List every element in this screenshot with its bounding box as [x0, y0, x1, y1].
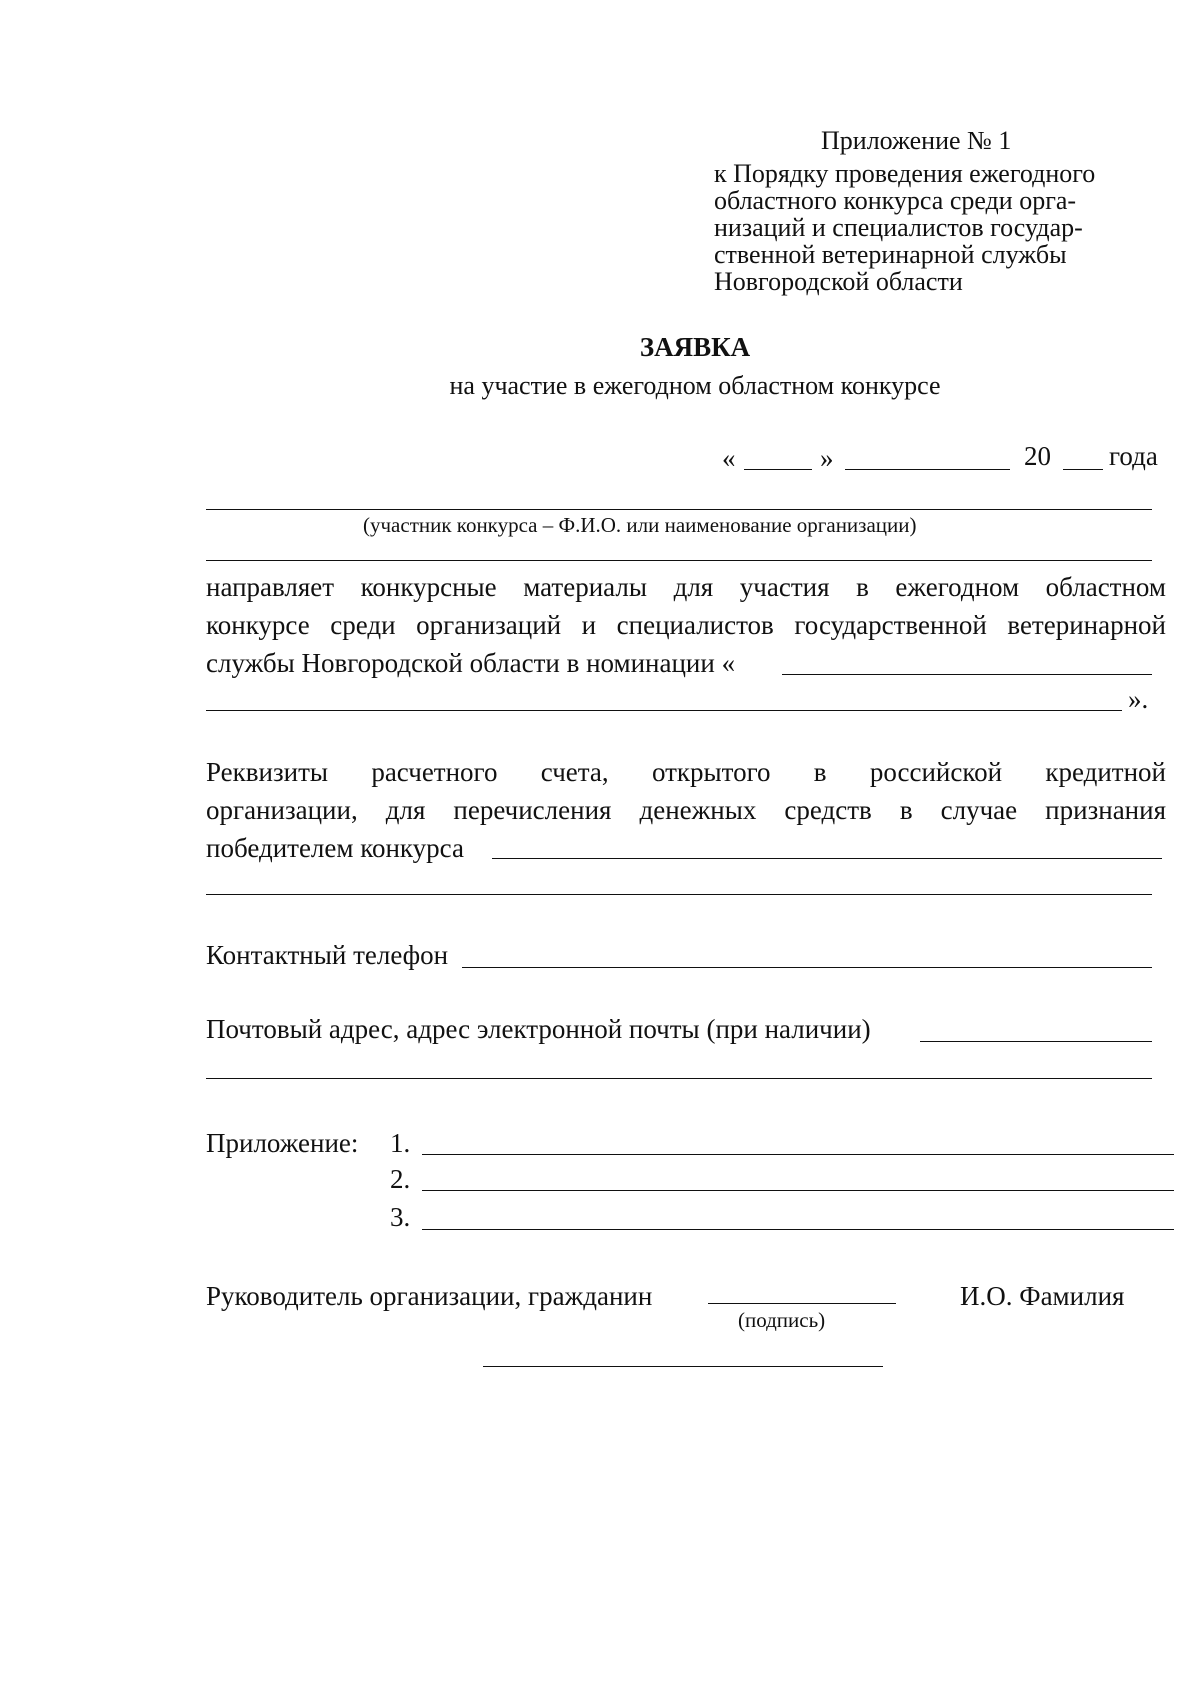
address-field[interactable]: [920, 1041, 1152, 1042]
bank-line: организации, для перечисления денежных средств в случае признания: [206, 795, 1166, 825]
date-century: 20: [1024, 441, 1051, 471]
bottom-separator: [483, 1366, 883, 1367]
signatory-role: Руководитель организации, гражданин: [206, 1281, 653, 1311]
address-label: Почтовый адрес, адрес электронной почты (при наличии): [206, 1014, 871, 1044]
participant-field[interactable]: [206, 509, 1152, 510]
document-title: ЗАЯВКА: [639, 332, 751, 362]
body-line: направляет конкурсные материалы для участия в ежегодном областном: [206, 572, 1166, 602]
signatory-name: И.О. Фамилия: [960, 1281, 1125, 1311]
address-field-continued[interactable]: [206, 1078, 1152, 1079]
annex-line: Новгородской области: [714, 267, 963, 296]
nomination-field-continued[interactable]: [206, 710, 1122, 711]
contact-phone-label: Контактный телефон: [206, 940, 449, 970]
attachment-number: 2.: [390, 1164, 411, 1194]
nomination-closing: ».: [1128, 684, 1149, 714]
annex-line: ственной ветеринарной службы: [714, 240, 1067, 269]
date-month-field[interactable]: [845, 469, 1010, 470]
signature-caption: (подпись): [738, 1308, 826, 1332]
signature-field[interactable]: [708, 1303, 896, 1304]
attachment-field-2[interactable]: [422, 1190, 1174, 1191]
body-line: службы Новгородской области в номинации «: [206, 648, 736, 678]
bank-line: победителем конкурса: [206, 833, 464, 863]
contact-phone-field[interactable]: [462, 967, 1152, 968]
body-paragraph: [206, 568, 1166, 682]
annex-line: областного конкурса среди орга-: [714, 186, 1077, 215]
date-year-field[interactable]: [1063, 469, 1103, 470]
date-year-word: года: [1109, 441, 1158, 471]
bank-details-field-continued[interactable]: [206, 894, 1152, 895]
date-day-field[interactable]: [744, 469, 812, 470]
annex-line: к Порядку проведения ежегодного: [714, 159, 1096, 188]
attachment-number: 1.: [390, 1128, 411, 1158]
attachment-number: 3.: [390, 1202, 411, 1232]
attachments-label: Приложение:: [206, 1128, 359, 1158]
bank-line: Реквизиты расчетного счета, открытого в российской кредитной: [206, 757, 1166, 787]
date-close-quote: »: [820, 443, 834, 473]
date-open-quote: «: [722, 443, 736, 473]
annex-line: низаций и специалистов государ-: [714, 213, 1083, 242]
bank-details-field[interactable]: [492, 858, 1162, 859]
body-line: конкурсе среди организаций и специалистов государственной ветеринарной: [206, 610, 1166, 640]
document-subtitle: на участие в ежегодном областном конкурсе: [449, 371, 941, 400]
attachment-field-1[interactable]: [422, 1154, 1174, 1155]
nomination-field[interactable]: [782, 674, 1152, 675]
annex-description: [714, 160, 1095, 295]
participant-caption: (участник конкурса – Ф.И.О. или наименование организации): [363, 513, 917, 537]
bank-paragraph: [206, 753, 1166, 867]
annex-number: Приложение № 1: [821, 126, 1012, 155]
attachment-field-3[interactable]: [422, 1229, 1174, 1230]
participant-field-continued[interactable]: [206, 560, 1152, 561]
